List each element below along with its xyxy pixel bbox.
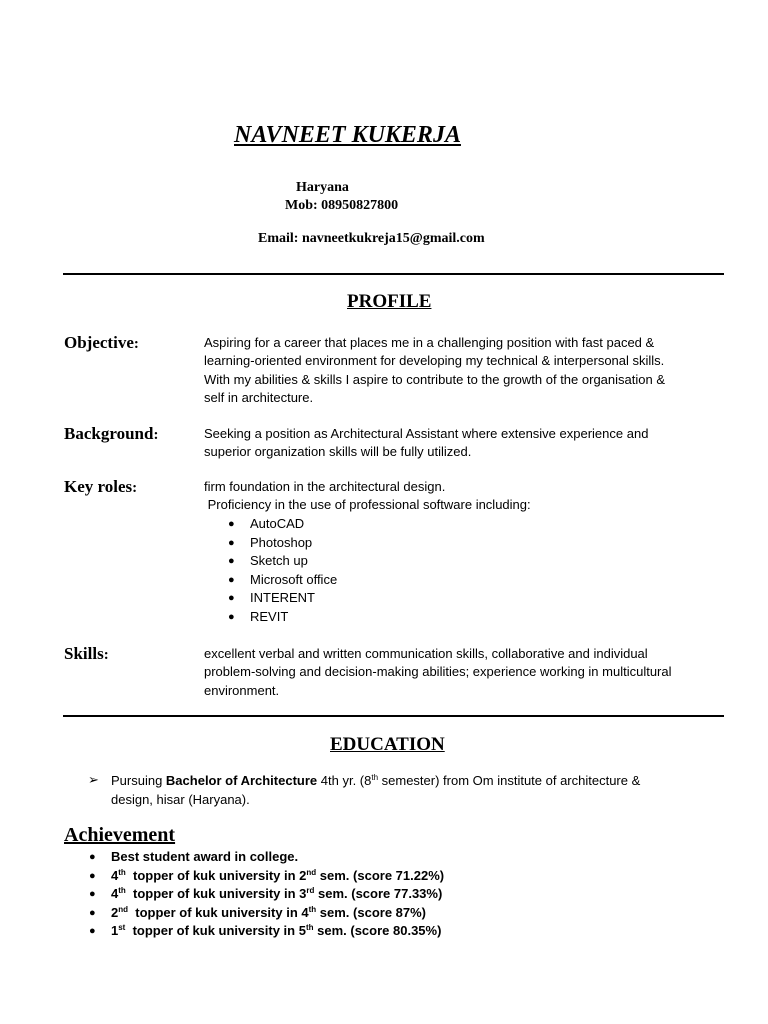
software-list	[228, 515, 338, 626]
list-item: ● Photoshop	[228, 534, 313, 550]
background-label: Background:	[64, 424, 159, 443]
objective-label: Objective:	[64, 333, 139, 352]
skills-text: excellent verbal and written communication skills, collaborative and individual problem-solving and decision-making abilities; experience working in multicultural environment.	[204, 646, 672, 698]
objective-text: Aspiring for a career that places me in a challenging position with fast paced & learning-oriented environment for developing my technical & interpersonal skills. With my abilities & skills I aspire to contribute to the growth of the organisation & self in architecture.	[204, 335, 665, 405]
list-item: ● 2nd topper of kuk university in 4th sem. (score 87%)	[89, 904, 427, 920]
list-item: ● REVIT	[228, 608, 289, 624]
list-item: ● AutoCAD	[228, 516, 305, 531]
keyroles-text: firm foundation in the architectural design. Proficiency in the use of professional software including:	[204, 479, 531, 513]
list-item: ● Sketch up	[228, 553, 308, 568]
divider-middle	[63, 715, 724, 717]
skills-label: Skills:	[64, 644, 109, 663]
background-text: Seeking a position as Architectural Assistant where extensive experience and superior organization skills will be fully utilized.	[204, 426, 649, 460]
list-item: ● INTERENT	[228, 590, 315, 605]
profile-title: PROFILE	[347, 291, 432, 312]
keyroles-label: Key roles:	[64, 477, 138, 496]
email-text: Email: navneetkukreja15@gmail.com	[258, 231, 485, 246]
list-item: ● Microsoft office	[228, 571, 338, 587]
divider-top	[63, 273, 724, 275]
education-item: Pursuing Bachelor of Architecture 4th yr. (8th semester) from Om institute of architecture & design, hisar (Haryana).	[111, 773, 641, 807]
list-item: ● 1st topper of kuk university in 5th sem. (score 80.35%)	[89, 923, 442, 938]
achievement-list	[89, 848, 445, 941]
list-item: ● Best student award in college.	[89, 849, 299, 864]
location-text: Haryana	[296, 180, 349, 195]
list-item: ● 4th topper of kuk university in 3rd sem. (score 77.33%)	[89, 886, 443, 901]
arrow-bullet-icon: ➢	[88, 772, 99, 787]
achievement-title: Achievement	[64, 824, 176, 846]
education-title: EDUCATION	[330, 734, 445, 755]
applicant-name: NAVNEET KUKERJA	[234, 122, 461, 148]
list-item: ● 4th topper of kuk university in 2nd sem. (score 71.22%)	[89, 867, 445, 883]
mobile-text: Mob: 08950827800	[285, 198, 399, 213]
